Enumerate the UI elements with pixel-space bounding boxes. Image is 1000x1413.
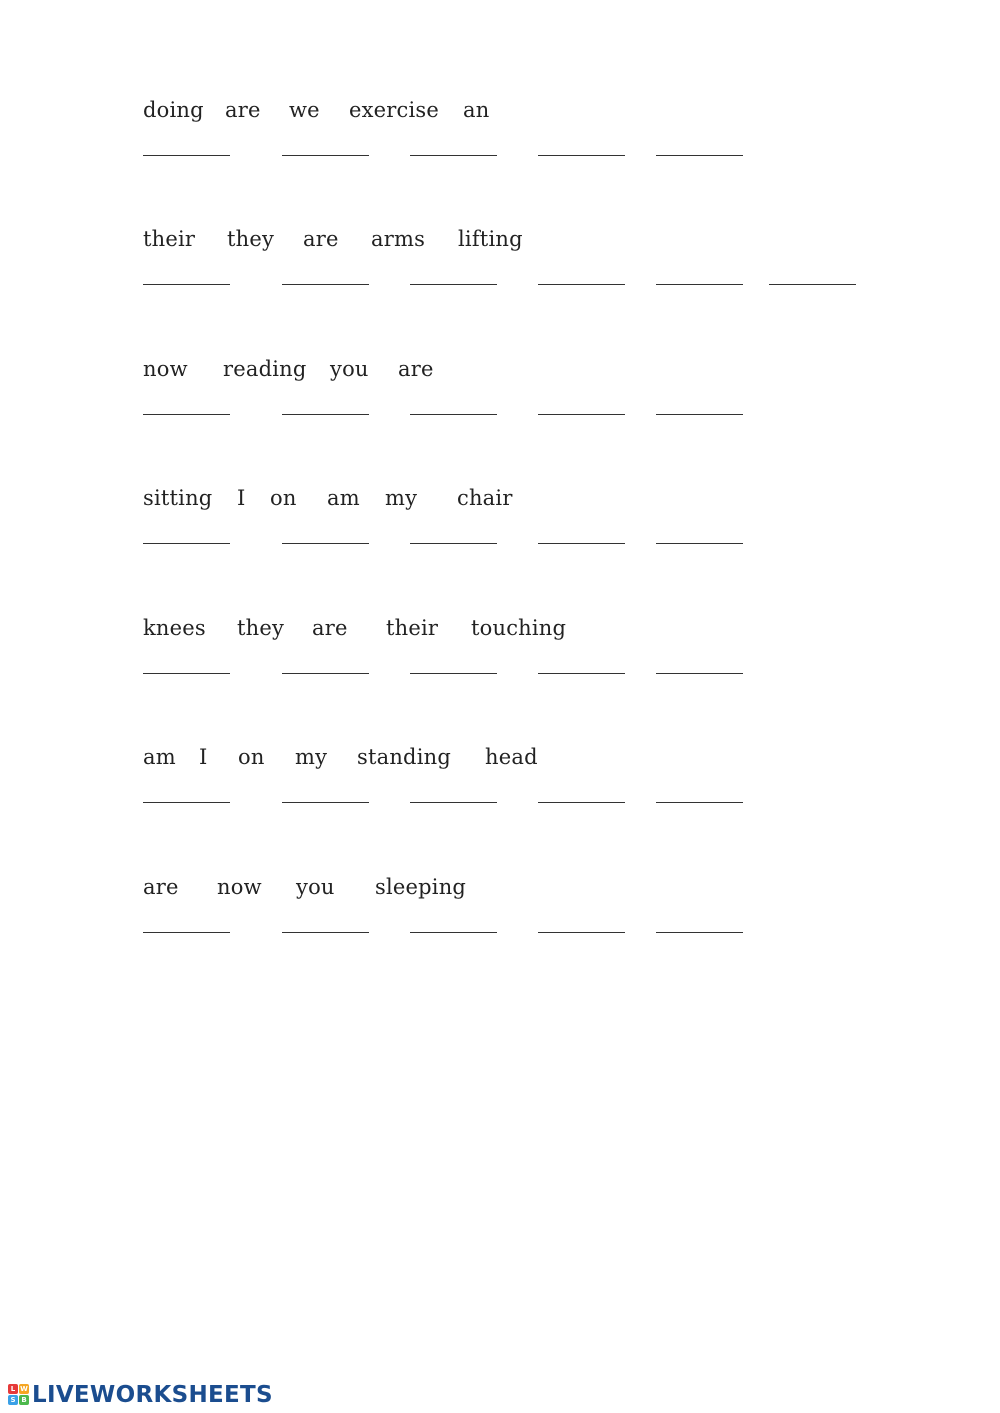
exercise-6 <box>143 742 903 832</box>
word: lifting <box>458 227 523 251</box>
scrambled-words <box>143 872 903 902</box>
answer-blank[interactable] <box>538 529 625 544</box>
exercise-5 <box>143 613 903 703</box>
word: doing <box>143 98 204 122</box>
word: on <box>238 745 265 769</box>
word: their <box>386 616 439 640</box>
word: standing <box>357 745 451 769</box>
answer-blanks <box>143 141 903 161</box>
answer-blank[interactable] <box>143 788 230 803</box>
word: knees <box>143 616 206 640</box>
logo-mark-letter: B <box>19 1395 29 1405</box>
answer-blank[interactable] <box>538 659 625 674</box>
exercise-4 <box>143 483 903 573</box>
word: sitting <box>143 486 213 510</box>
word: you <box>296 875 335 899</box>
answer-blank[interactable] <box>143 270 230 285</box>
word: my <box>385 486 418 510</box>
answer-blank[interactable] <box>143 141 230 156</box>
answer-blank[interactable] <box>410 400 497 415</box>
answer-blank[interactable] <box>769 270 856 285</box>
answer-blank[interactable] <box>143 659 230 674</box>
word: chair <box>457 486 513 510</box>
answer-blank[interactable] <box>538 400 625 415</box>
word: touching <box>471 616 567 640</box>
answer-blank[interactable] <box>538 918 625 933</box>
logo-mark-icon <box>8 1384 30 1406</box>
logo-text: LIVEWORKSHEETS <box>32 1382 273 1408</box>
answer-blank[interactable] <box>282 918 369 933</box>
answer-blanks <box>143 400 903 420</box>
answer-blank[interactable] <box>538 141 625 156</box>
word: head <box>485 745 538 769</box>
answer-blank[interactable] <box>143 400 230 415</box>
scrambled-words <box>143 354 903 384</box>
scrambled-words <box>143 483 903 513</box>
answer-blank[interactable] <box>538 788 625 803</box>
word: arms <box>371 227 426 251</box>
answer-blank[interactable] <box>282 141 369 156</box>
logo-mark-letter: S <box>8 1395 18 1405</box>
word: am <box>143 745 176 769</box>
word: they <box>227 227 275 251</box>
answer-blank[interactable] <box>410 788 497 803</box>
answer-blank[interactable] <box>410 918 497 933</box>
answer-blank[interactable] <box>410 529 497 544</box>
answer-blank[interactable] <box>282 529 369 544</box>
word: I <box>199 745 208 769</box>
word: are <box>312 616 348 640</box>
word: their <box>143 227 196 251</box>
scrambled-words <box>143 224 903 254</box>
word: reading <box>223 357 307 381</box>
scrambled-words <box>143 742 903 772</box>
answer-blank[interactable] <box>143 918 230 933</box>
answer-blanks <box>143 529 903 549</box>
word: are <box>303 227 339 251</box>
answer-blank[interactable] <box>282 270 369 285</box>
word: now <box>143 357 188 381</box>
word: you <box>330 357 369 381</box>
word: my <box>295 745 328 769</box>
answer-blank[interactable] <box>282 400 369 415</box>
answer-blanks <box>143 918 903 938</box>
word: on <box>270 486 297 510</box>
answer-blank[interactable] <box>282 788 369 803</box>
answer-blank[interactable] <box>410 270 497 285</box>
word: are <box>225 98 261 122</box>
logo-mark-letter: L <box>8 1384 18 1394</box>
answer-blanks <box>143 788 903 808</box>
answer-blank[interactable] <box>410 141 497 156</box>
word: exercise <box>349 98 440 122</box>
answer-blank[interactable] <box>656 141 743 156</box>
answer-blank[interactable] <box>143 529 230 544</box>
word: are <box>143 875 179 899</box>
word: they <box>237 616 285 640</box>
word: am <box>327 486 360 510</box>
answer-blanks <box>143 270 903 290</box>
answer-blank[interactable] <box>410 659 497 674</box>
answer-blank[interactable] <box>656 788 743 803</box>
answer-blank[interactable] <box>656 918 743 933</box>
answer-blank[interactable] <box>656 659 743 674</box>
word: sleeping <box>375 875 467 899</box>
word: I <box>237 486 246 510</box>
logo-mark-letter: W <box>20 1385 28 1393</box>
exercise-2 <box>143 224 903 314</box>
answer-blanks <box>143 659 903 679</box>
answer-blank[interactable] <box>656 529 743 544</box>
answer-blank[interactable] <box>656 400 743 415</box>
word: are <box>398 357 434 381</box>
word: an <box>463 98 490 122</box>
answer-blank[interactable] <box>656 270 743 285</box>
word: now <box>217 875 262 899</box>
answer-blank[interactable] <box>538 270 625 285</box>
scrambled-words <box>143 95 903 125</box>
answer-blank[interactable] <box>282 659 369 674</box>
exercise-3 <box>143 354 903 444</box>
exercise-1 <box>143 95 903 185</box>
exercise-7 <box>143 872 903 962</box>
scrambled-words <box>143 613 903 643</box>
liveworksheets-logo <box>8 1381 273 1409</box>
word: we <box>289 98 320 122</box>
